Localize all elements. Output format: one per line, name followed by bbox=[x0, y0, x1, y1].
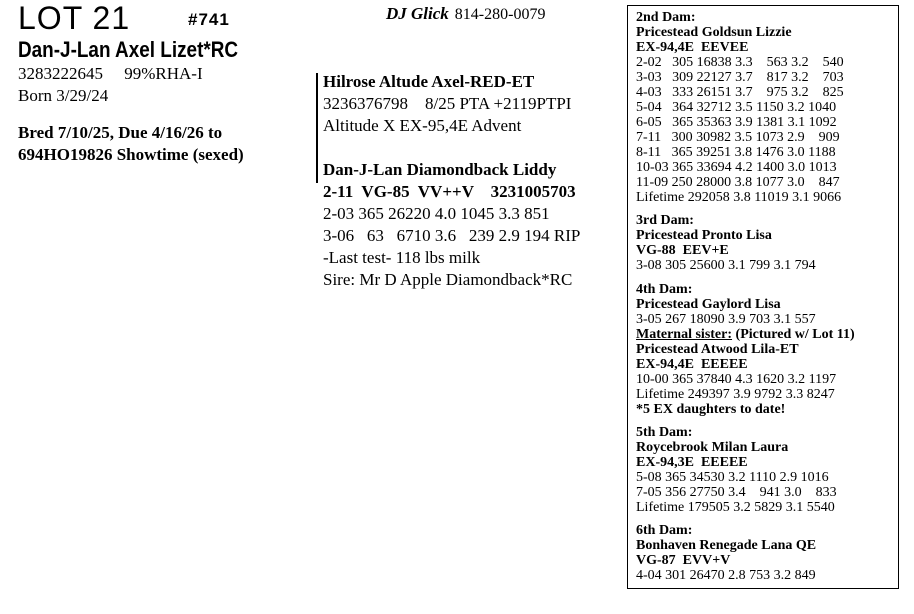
maternal-sister-record: 10-00 365 37840 4.3 1620 3.2 1197 bbox=[636, 372, 837, 387]
dam-classification: 2-11 VG-85 VV++V 3231005703 bbox=[323, 182, 576, 201]
fourth-dam-heading: 4th Dam: bbox=[636, 282, 693, 297]
second-dam-record: 2-02 305 16838 3.3 563 3.2 540 bbox=[636, 55, 844, 70]
maternal-sister-line bbox=[636, 327, 855, 342]
consignor bbox=[386, 3, 545, 25]
dam-record: 2-03 365 26220 4.0 1045 3.3 851 bbox=[323, 204, 550, 223]
second-dam-record: 6-05 365 35363 3.9 1381 3.1 1092 bbox=[636, 115, 837, 130]
second-dam-name: Pricestead Goldsun Lizzie bbox=[636, 25, 792, 40]
lot-title: LOT 21 bbox=[18, 0, 131, 36]
maternal-sister-name: Pricestead Atwood Lila-ET bbox=[636, 342, 799, 357]
consignor-name: DJ Glick bbox=[386, 4, 449, 23]
maternal-sister-classification: EX-94,4E EEEEE bbox=[636, 357, 748, 372]
animal-name: Dan-J-Lan Axel Lizet*RC bbox=[18, 37, 239, 62]
registration-line: 3283222645 99%RHA-I bbox=[18, 64, 203, 83]
sixth-dam-heading: 6th Dam: bbox=[636, 523, 693, 538]
sire-divider bbox=[316, 73, 318, 183]
sire-name: Hilrose Altude Axel-RED-ET bbox=[323, 72, 535, 91]
sixth-dam-classification: VG-87 EVV+V bbox=[636, 553, 731, 568]
fifth-dam-name: Roycebrook Milan Laura bbox=[636, 440, 789, 455]
breeding-line-2: 694HO19826 Showtime (sexed) bbox=[18, 145, 244, 164]
sixth-dam-name: Bonhaven Renegade Lana QE bbox=[636, 538, 817, 553]
dam-last-test: -Last test- 118 lbs milk bbox=[323, 248, 481, 267]
fourth-dam-name: Pricestead Gaylord Lisa bbox=[636, 297, 781, 312]
birth-date: Born 3/29/24 bbox=[18, 86, 109, 105]
fifth-dam-lifetime: Lifetime 179505 3.2 5829 3.1 5540 bbox=[636, 500, 835, 515]
pedigree-box bbox=[627, 5, 899, 589]
second-dam-lifetime: Lifetime 292058 3.8 11019 3.1 9066 bbox=[636, 190, 842, 205]
fifth-dam-record: 5-08 365 34530 3.2 1110 2.9 1016 bbox=[636, 470, 829, 485]
dam-sire: Sire: Mr D Apple Diamondback*RC bbox=[323, 270, 573, 289]
third-dam-record: 3-08 305 25600 3.1 799 3.1 794 bbox=[636, 258, 816, 273]
second-dam-classification: EX-94,4E EEVEE bbox=[636, 40, 749, 55]
second-dam-record: 11-09 250 28000 3.8 1077 3.0 847 bbox=[636, 175, 840, 190]
fourth-dam-record: 3-05 267 18090 3.9 703 3.1 557 bbox=[636, 312, 816, 327]
consignor-phone: 814-280-0079 bbox=[454, 6, 546, 23]
second-dam-record: 5-04 364 32712 3.5 1150 3.2 1040 bbox=[636, 100, 837, 115]
third-dam-classification: VG-88 EEV+E bbox=[636, 243, 729, 258]
second-dam-record: 7-11 300 30982 3.5 1073 2.9 909 bbox=[636, 130, 840, 145]
lot-code: #741 bbox=[188, 10, 230, 29]
sire-info: 3236376798 8/25 PTA +2119PTPI bbox=[323, 94, 572, 113]
second-dam-record: 4-03 333 26151 3.7 975 3.2 825 bbox=[636, 85, 844, 100]
second-dam-record: 8-11 365 39251 3.8 1476 3.0 1188 bbox=[636, 145, 836, 160]
sire-pedigree: Altitude X EX-95,4E Advent bbox=[323, 116, 522, 135]
maternal-sister-note: (Pictured w/ Lot 11) bbox=[732, 327, 855, 342]
third-dam-heading: 3rd Dam: bbox=[636, 213, 694, 228]
maternal-sister-lifetime: Lifetime 249397 3.9 9792 3.3 8247 bbox=[636, 387, 835, 402]
second-dam-record: 10-03 365 33694 4.2 1400 3.0 1013 bbox=[636, 160, 837, 175]
second-dam-record: 3-03 309 22127 3.7 817 3.2 703 bbox=[636, 70, 844, 85]
third-dam-name: Pricestead Pronto Lisa bbox=[636, 228, 772, 243]
maternal-sister-label: Maternal sister: bbox=[636, 327, 733, 342]
sixth-dam-record: 4-04 301 26470 2.8 753 3.2 849 bbox=[636, 568, 816, 583]
fifth-dam-heading: 5th Dam: bbox=[636, 425, 693, 440]
fifth-dam-classification: EX-94,3E EEEEE bbox=[636, 455, 748, 470]
dam-record: 3-06 63 6710 3.6 239 2.9 194 RIP bbox=[323, 226, 581, 245]
maternal-sister-note2: *5 EX daughters to date! bbox=[636, 402, 786, 417]
fifth-dam-record: 7-05 356 27750 3.4 941 3.0 833 bbox=[636, 485, 837, 500]
breeding-line-1: Bred 7/10/25, Due 4/16/26 to bbox=[18, 123, 223, 142]
dam-name: Dan-J-Lan Diamondback Liddy bbox=[323, 160, 557, 179]
second-dam-heading: 2nd Dam: bbox=[636, 10, 696, 25]
